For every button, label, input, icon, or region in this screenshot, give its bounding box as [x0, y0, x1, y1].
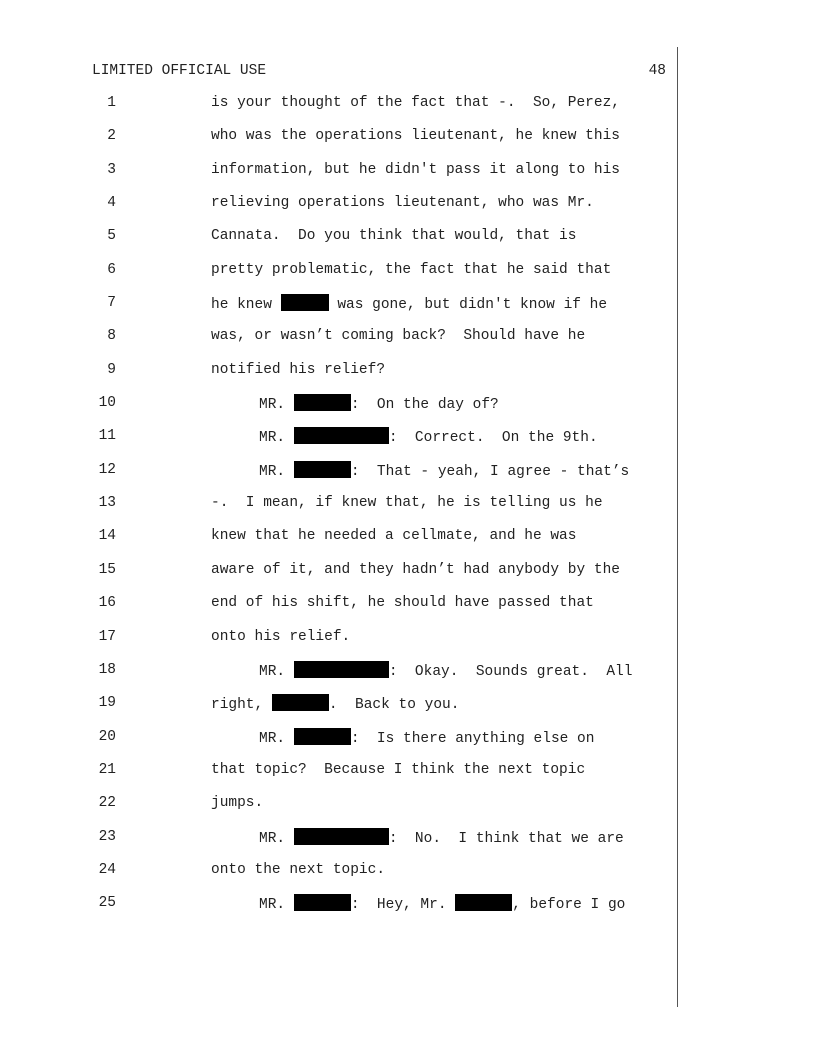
line-number: 22 [98, 795, 116, 812]
redaction-box [294, 427, 389, 444]
redaction-box [281, 294, 329, 311]
line-text: -. I mean, if knew that, he is telling us he [211, 495, 603, 512]
speaker-prefix: MR. [259, 897, 294, 914]
line-text-segment: right, [211, 697, 272, 714]
speaker-prefix: MR. [259, 463, 294, 480]
line-text: notified his relief? [211, 361, 386, 378]
line-number: 1 [107, 95, 116, 111]
transcript-line [0, 828, 816, 861]
transcript-line [0, 127, 816, 160]
line-text: aware of it, and they hadn’t had anybody by the [211, 561, 620, 578]
line-number: 24 [98, 861, 116, 878]
transcript-line [0, 694, 816, 727]
line-number: 13 [98, 495, 116, 512]
transcript-line [0, 294, 816, 327]
line-text-segment: : That - yeah, I agree - that’s [350, 463, 630, 480]
redaction-box [294, 894, 351, 911]
speaker-line [259, 661, 632, 681]
line-number: 16 [98, 595, 116, 612]
transcript-line [0, 794, 816, 827]
line-text: onto his relief. [211, 628, 351, 645]
line-text: that topic? Because I think the next topic [211, 761, 586, 778]
transcript-line [0, 894, 816, 927]
redaction-box [294, 828, 389, 845]
speaker-line [259, 427, 598, 447]
line-number: 2 [107, 128, 116, 145]
speaker-line [259, 728, 594, 748]
line-text-segment: : On the day of? [350, 397, 499, 414]
line-number: 21 [98, 761, 116, 778]
redaction-box [294, 728, 351, 745]
line-text-segment: was gone, but didn't know if he [328, 297, 608, 314]
line-number: 4 [107, 195, 116, 212]
line-number: 3 [107, 161, 116, 178]
line-text-segment: . Back to you. [328, 697, 460, 714]
redaction-box [294, 394, 351, 411]
line-text: was, or wasn’t coming back? Should have he [211, 328, 586, 345]
transcript-line [0, 261, 816, 294]
line-number: 15 [98, 561, 116, 578]
line-text-segment: : Okay. Sounds great. All [388, 663, 633, 680]
line-text: jumps. [211, 795, 264, 812]
line-text: onto the next topic. [211, 861, 386, 878]
transcript-line [0, 761, 816, 794]
line-number: 8 [107, 328, 116, 345]
line-number: 14 [98, 528, 116, 545]
classification-header: LIMITED OFFICIAL USE [92, 63, 267, 79]
line-text: is your thought of the fact that -. So, Perez, [211, 95, 620, 111]
line-number: 11 [98, 428, 116, 445]
line-text-segment: , before I go [512, 897, 626, 914]
line-text-segment: he knew [211, 297, 281, 314]
line-number: 7 [107, 295, 116, 312]
transcript-line [0, 361, 816, 394]
line-number: 9 [107, 361, 116, 378]
transcript-line [0, 561, 816, 594]
line-text: Cannata. Do you think that would, that is [211, 228, 577, 245]
line-text [211, 694, 459, 714]
transcript-line [0, 861, 816, 894]
speaker-line [259, 394, 499, 414]
line-number: 18 [98, 661, 116, 678]
transcript-line [0, 527, 816, 560]
transcript-line [0, 94, 816, 127]
line-text-segment: : No. I think that we are [388, 830, 624, 847]
transcript-line [0, 661, 816, 694]
line-text [211, 294, 607, 314]
transcript-line [0, 728, 816, 761]
line-number: 19 [98, 695, 116, 712]
transcript-line [0, 494, 816, 527]
speaker-line [259, 461, 629, 481]
line-number: 5 [107, 228, 116, 245]
line-number: 23 [98, 828, 116, 845]
transcript-line [0, 161, 816, 194]
transcript-body [0, 94, 816, 928]
transcript-line [0, 194, 816, 227]
transcript-line [0, 427, 816, 460]
speaker-prefix: MR. [259, 830, 294, 847]
line-number: 6 [107, 261, 116, 278]
redaction-box [272, 694, 329, 711]
redaction-box [294, 661, 389, 678]
line-number: 17 [98, 628, 116, 645]
speaker-line [259, 894, 625, 914]
line-number: 10 [98, 395, 116, 412]
transcript-line [0, 628, 816, 661]
line-text: knew that he needed a cellmate, and he was [211, 528, 577, 545]
page-number: 48 [648, 63, 666, 79]
speaker-prefix: MR. [259, 730, 294, 747]
redaction-box [455, 894, 512, 911]
line-text: information, but he didn't pass it along to his [211, 161, 620, 178]
transcript-line [0, 461, 816, 494]
transcript-line [0, 394, 816, 427]
line-number: 25 [98, 895, 116, 912]
speaker-prefix: MR. [259, 397, 294, 414]
line-number: 20 [98, 728, 116, 745]
line-text: who was the operations lieutenant, he knew this [211, 128, 620, 145]
transcript-line [0, 227, 816, 260]
line-text: pretty problematic, the fact that he said that [211, 261, 612, 278]
line-text-segment: : Correct. On the 9th. [388, 430, 598, 447]
speaker-prefix: MR. [259, 663, 294, 680]
line-number: 12 [98, 461, 116, 478]
line-text: relieving operations lieutenant, who was Mr. [211, 195, 594, 212]
line-text: end of his shift, he should have passed that [211, 595, 594, 612]
transcript-line [0, 327, 816, 360]
line-text-segment: : Is there anything else on [350, 730, 595, 747]
line-text-segment: : Hey, Mr. [350, 897, 456, 914]
speaker-prefix: MR. [259, 430, 294, 447]
transcript-line [0, 594, 816, 627]
redaction-box [294, 461, 351, 478]
speaker-line [259, 828, 624, 848]
